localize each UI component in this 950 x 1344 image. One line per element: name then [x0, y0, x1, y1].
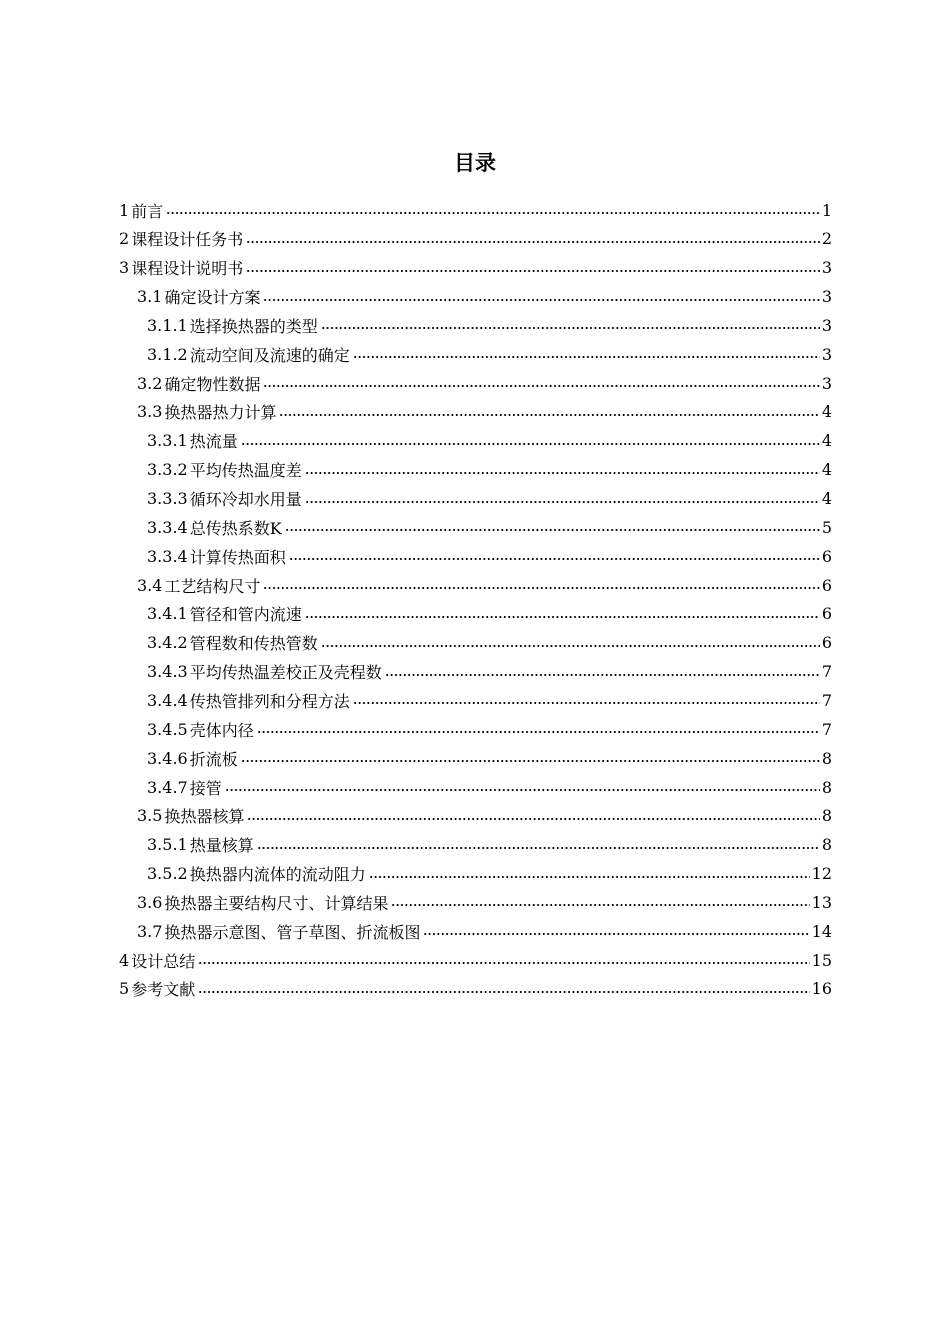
toc-entry-number: 3.5	[137, 806, 163, 826]
toc-entry-page: 4	[821, 402, 832, 422]
toc-entry[interactable]	[119, 946, 832, 974]
toc-entry-title: 课程设计任务书	[131, 230, 244, 250]
toc-entry[interactable]	[137, 571, 832, 599]
toc-entry-page: 8	[821, 835, 832, 855]
toc-entry-number: 3.3	[137, 402, 163, 422]
toc-dot-leader	[225, 789, 820, 791]
toc-entry-title: 流动空间及流速的确定	[189, 345, 350, 365]
toc-entry-number: 3.6	[137, 892, 163, 912]
toc-entry[interactable]	[137, 917, 832, 945]
toc-entry[interactable]	[147, 860, 832, 888]
toc-entry[interactable]	[147, 773, 832, 801]
toc-entry[interactable]	[147, 542, 832, 570]
toc-dot-leader	[247, 818, 819, 820]
toc-entry[interactable]	[119, 225, 832, 253]
toc-entry-title: 设计总结	[131, 951, 196, 971]
toc-entry-number: 3.5.1	[147, 835, 188, 855]
toc-entry-number: 3.4.5	[147, 719, 188, 739]
toc-dot-leader	[289, 558, 820, 560]
toc-entry-number: 3.4	[137, 575, 163, 595]
toc-entry-title: 换热器核算	[164, 807, 245, 827]
toc-dot-leader	[246, 270, 820, 272]
toc-entry-title: 换热器示意图、管子草图、折流板图	[164, 922, 421, 942]
toc-entry-page: 2	[821, 229, 832, 249]
toc-entry-number: 3.4.1	[147, 604, 188, 624]
toc-entry-title: 参考文献	[131, 980, 196, 1000]
toc-entry-title: 管径和管内流速	[189, 605, 302, 625]
toc-entry[interactable]	[137, 802, 832, 830]
toc-entry-number: 3.4.4	[147, 690, 188, 710]
toc-dot-leader	[241, 760, 820, 762]
toc-entry-title: 平均传热温差校正及壳程数	[189, 663, 382, 683]
toc-entry-title: 折流板	[189, 749, 238, 769]
toc-dot-leader	[423, 933, 809, 935]
toc-entry-number: 3.3.4	[147, 546, 188, 566]
toc-entry[interactable]	[147, 658, 832, 686]
toc-entry-number: 3.4.6	[147, 748, 188, 768]
toc-entry-number: 3.2	[137, 373, 163, 393]
toc-dot-leader	[263, 385, 819, 387]
toc-entry-title: 热流量	[189, 432, 238, 452]
toc-entry-title: 前言	[131, 201, 164, 221]
toc-entry-number: 3.5.2	[147, 864, 188, 884]
toc-entry-page: 6	[821, 575, 832, 595]
toc-dot-leader	[263, 587, 819, 589]
toc-entry-title: 循环冷却水用量	[189, 490, 302, 509]
toc-entry[interactable]	[147, 744, 832, 772]
toc-entry-page: 3	[821, 373, 832, 393]
toc-entry-page: 1	[821, 200, 832, 220]
toc-entry-number: 3.1.1	[147, 315, 188, 335]
toc-entry-page: 8	[821, 748, 832, 768]
toc-dot-leader	[321, 645, 820, 647]
toc-entry-number: 3.3.1	[147, 431, 188, 451]
toc-entry-page: 8	[821, 777, 832, 797]
toc-entry-title: 平均传热温度差	[189, 461, 302, 481]
toc-dot-leader	[353, 356, 820, 358]
toc-dot-leader	[353, 702, 820, 704]
toc-dot-leader	[321, 327, 820, 329]
toc-entry[interactable]	[137, 888, 832, 916]
toc-entry[interactable]	[119, 196, 832, 224]
toc-entry[interactable]	[137, 369, 832, 397]
toc-entry-title: 选择换热器的类型	[189, 316, 318, 336]
toc-entry-title: 热量核算	[189, 836, 254, 856]
toc-entry-page: 7	[821, 719, 832, 739]
toc-entry-title: 换热器内流体的流动阻力	[189, 865, 366, 885]
toc-dot-leader	[257, 731, 820, 733]
toc-entry-title: 确定设计方案	[164, 288, 261, 308]
toc-title: 目录	[454, 151, 496, 175]
toc-entry[interactable]	[147, 427, 832, 455]
toc-entry[interactable]	[147, 831, 832, 859]
toc-dot-leader	[198, 991, 809, 993]
toc-entry-page: 14	[811, 921, 832, 941]
toc-entry-number: 3.4.2	[147, 633, 188, 653]
toc-entry-number: 3	[119, 258, 130, 278]
toc-entry-page: 13	[811, 892, 832, 912]
toc-dot-leader	[241, 443, 820, 445]
toc-dot-leader	[391, 904, 809, 906]
toc-entry-page: 6	[821, 604, 832, 624]
toc-entry-page: 3	[821, 315, 832, 335]
toc-dot-leader	[166, 212, 820, 214]
toc-entry-number: 3.3.2	[147, 460, 188, 480]
toc-entry-page: 4	[821, 489, 832, 508]
toc-dot-leader	[279, 414, 819, 416]
toc-dot-leader	[305, 616, 820, 618]
toc-dot-leader	[305, 501, 820, 503]
toc-entry[interactable]	[137, 283, 832, 311]
toc-entry-page: 16	[811, 979, 832, 999]
toc-entry[interactable]	[147, 715, 832, 743]
toc-entry[interactable]	[119, 254, 832, 282]
toc-entry-title: 课程设计说明书	[131, 259, 244, 279]
toc-entry-page: 6	[821, 633, 832, 653]
toc-entry[interactable]	[147, 456, 832, 484]
toc-entry-number: 3.1.2	[147, 344, 188, 364]
toc-entry[interactable]	[147, 311, 832, 339]
toc-entry-page: 4	[821, 431, 832, 451]
toc-entry-title: 计算传热面积	[189, 547, 286, 567]
toc-entry[interactable]	[147, 340, 832, 368]
toc-entry-title: 确定物性数据	[164, 374, 261, 394]
toc-entry-number: 3.3.4	[147, 517, 188, 537]
toc-entry-number: 3.7	[137, 921, 163, 941]
toc-entry-title: 换热器热力计算	[164, 403, 277, 423]
toc-dot-leader	[198, 962, 809, 964]
toc-entry-page: 5	[821, 517, 832, 537]
toc-entry-title: 工艺结构尺寸	[164, 576, 261, 596]
toc-entry-page: 8	[821, 806, 832, 826]
toc-entry-title: 传热管排列和分程方法	[189, 691, 350, 711]
toc-entry[interactable]	[119, 975, 832, 1003]
toc-dot-leader	[385, 674, 820, 676]
toc-entry[interactable]	[147, 600, 832, 628]
toc-entry-number: 1	[119, 200, 130, 220]
toc-entry[interactable]	[147, 513, 832, 541]
toc-entry[interactable]	[147, 686, 832, 714]
toc-entry[interactable]	[137, 398, 832, 426]
toc-entry-page: 7	[821, 662, 832, 682]
toc-entry-page: 6	[821, 546, 832, 566]
toc-entry-title: 换热器主要结构尺寸、计算结果	[164, 893, 389, 913]
toc-dot-leader	[369, 876, 810, 878]
toc-dot-leader	[246, 241, 820, 243]
toc-entry-page: 15	[811, 950, 832, 970]
toc-entry-page: 3	[821, 287, 832, 307]
toc-entry-number: 3.4.3	[147, 662, 188, 682]
toc-entry-number: 3.4.7	[147, 777, 188, 797]
toc-dot-leader	[263, 299, 819, 301]
toc-entry-title: 壳体内径	[189, 720, 254, 740]
toc-dot-leader	[305, 472, 820, 474]
toc-dot-leader	[285, 529, 820, 531]
toc-entry-page: 12	[811, 864, 832, 884]
toc-entry-title: 接管	[189, 778, 222, 798]
toc-entry-title: 管程数和传热管数	[189, 634, 318, 654]
toc-entry-number: 2	[119, 229, 130, 249]
toc-entry-number: 5	[119, 979, 130, 999]
toc-entry-page: 3	[821, 344, 832, 364]
toc-entry-number: 4	[119, 950, 130, 970]
toc-entry-page: 4	[821, 460, 832, 480]
toc-dot-leader	[257, 847, 820, 849]
toc-entry-number: 3.1	[137, 287, 163, 307]
toc-entry-title: 总传热系数K	[189, 518, 282, 538]
toc-entry-page: 7	[821, 690, 832, 710]
toc-entry[interactable]	[147, 485, 832, 513]
toc-entry-page: 3	[821, 258, 832, 278]
toc-entry[interactable]	[147, 629, 832, 657]
toc-entry-number: 3.3.3	[147, 489, 188, 508]
